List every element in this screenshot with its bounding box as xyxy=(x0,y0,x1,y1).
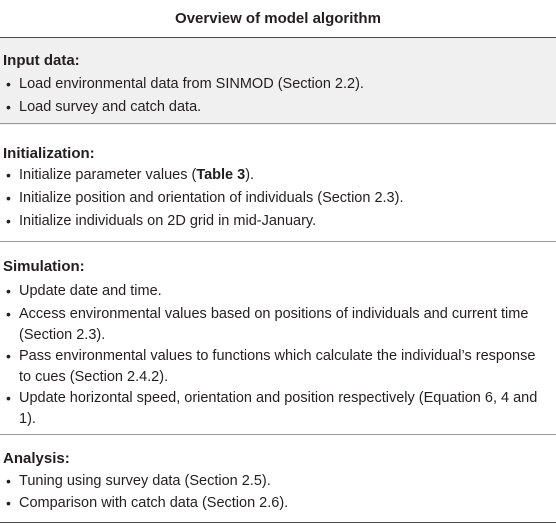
list-item: • Comparison with catch data (Section 2.6). xyxy=(6,493,549,514)
table-header xyxy=(0,0,556,38)
table-title: Overview of model algorithm xyxy=(175,10,381,27)
list-item: • Initialize position and orientation of individuals (Section 2.3). xyxy=(6,188,549,209)
bullet-icon: • xyxy=(6,99,11,115)
list-item: • Access environmental values based on positions of individuals and current time (Section 2.3). xyxy=(6,304,549,345)
section-simulation xyxy=(0,242,556,433)
list-item: • Tuning using survey data (Section 2.5). xyxy=(6,471,549,492)
section-analysis xyxy=(0,435,556,523)
section-initialization xyxy=(0,124,556,240)
bullet-icon: • xyxy=(6,473,11,489)
list-item: • Initialize individuals on 2D grid in mid-January. xyxy=(6,211,549,232)
section-input-data xyxy=(0,38,556,125)
list-item: • Load environmental data from SINMOD (Section 2.2). xyxy=(6,74,549,95)
bullet-icon: • xyxy=(6,390,11,406)
list-item: • Update date and time. xyxy=(6,281,549,302)
bullet-icon: • xyxy=(6,167,11,183)
bullet-icon: • xyxy=(6,76,11,92)
table-bottom-rule xyxy=(0,522,556,523)
section-title: Initialization: xyxy=(3,145,95,162)
bullet-icon: • xyxy=(6,306,11,322)
bullet-icon: • xyxy=(6,495,11,511)
list-item: • Update horizontal speed, orientation and position respectively (Equation 6, 4 and 1). xyxy=(6,388,549,429)
section-title: Analysis: xyxy=(3,450,70,467)
bullet-icon: • xyxy=(6,283,11,299)
list-item: • Load survey and catch data. xyxy=(6,97,549,118)
list-item: • Pass environmental values to functions which calculate the individual’s response to cues (Section 2.4.2). xyxy=(6,346,549,387)
bullet-icon: • xyxy=(6,348,11,364)
list-item: • Initialize parameter values (Table 3). xyxy=(6,165,549,186)
section-title: Input data: xyxy=(3,52,80,69)
section-title: Simulation: xyxy=(3,258,85,275)
bullet-icon: • xyxy=(6,213,11,229)
table-reference-link: Table 3 xyxy=(196,167,246,183)
bullet-icon: • xyxy=(6,190,11,206)
